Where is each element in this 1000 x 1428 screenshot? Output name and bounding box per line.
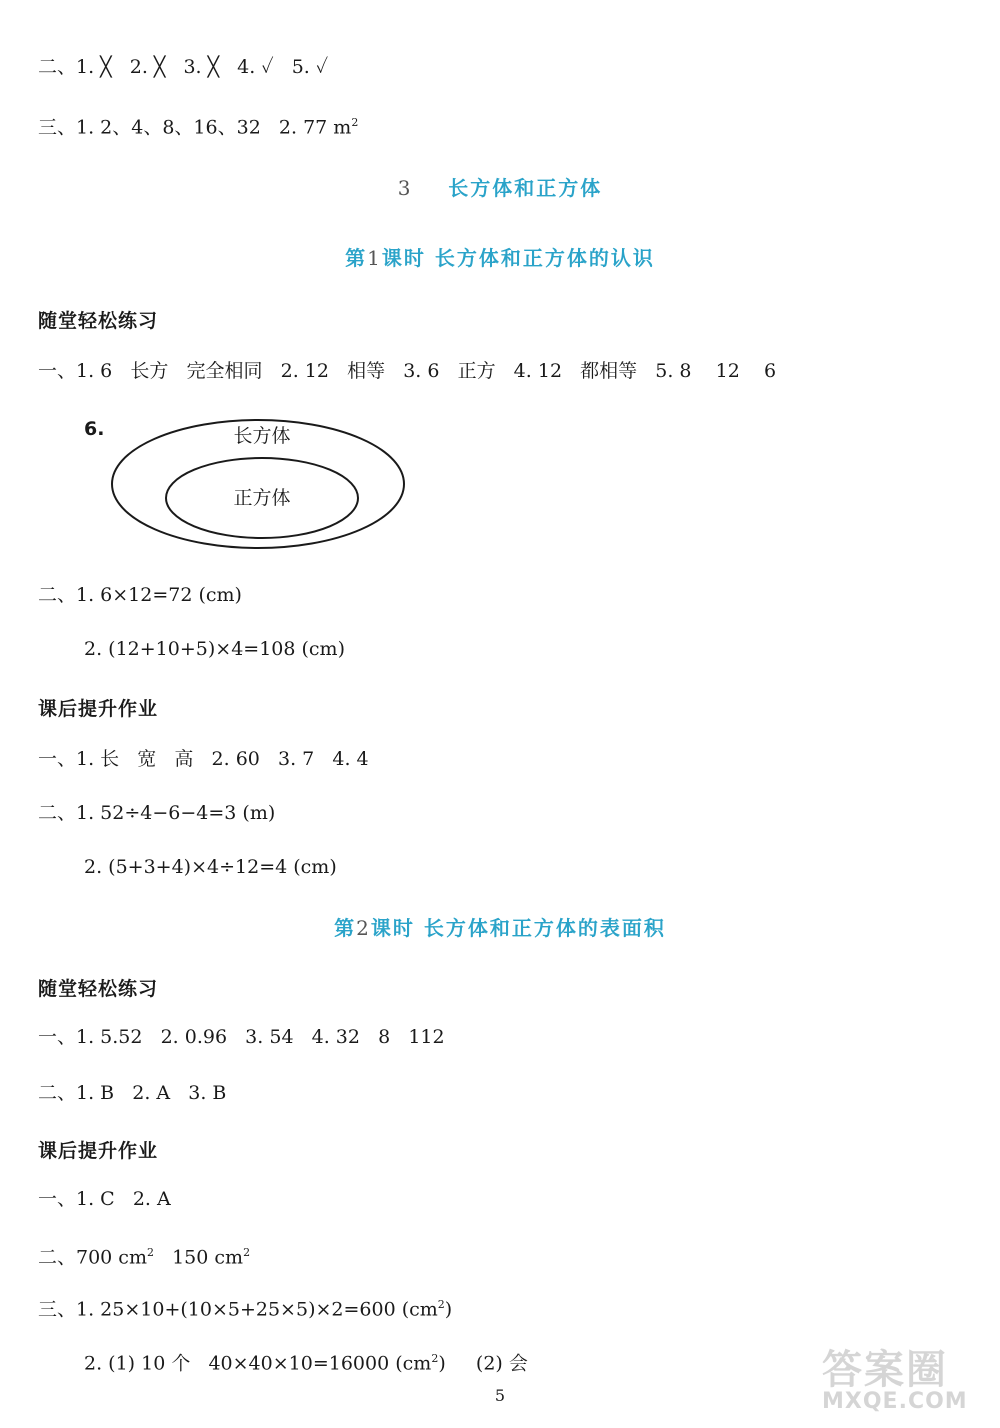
venn-diagram (108, 412, 408, 552)
unit-number: 3 (397, 176, 413, 200)
unit-title (0, 172, 1000, 201)
answer-line-l2-h4 (84, 1346, 528, 1376)
outer-label: 长方体 (233, 425, 291, 447)
superscript: 2 (431, 1352, 439, 1365)
answer-line-prev-2: 二、1. ╳ 2. ╳ 3. ╳ 4. ✓ 5. ✓ (38, 56, 329, 78)
lesson-title-prefix: 第 (345, 246, 368, 270)
inner-label: 正方体 (233, 487, 291, 509)
unit-title-text: 长方体和正方体 (448, 176, 603, 200)
answer-line-l2-h2 (38, 1240, 250, 1270)
answer-text: 2. (1) 10 个 40×40×10=16000 (cm (84, 1352, 432, 1375)
page-number: 5 (494, 1386, 506, 1405)
answer-text: 三、1. 2、4、8、16、32 2. 77 m (38, 116, 352, 139)
answer-line-l2-h3 (38, 1292, 452, 1322)
watermark-bottom: MXQE.COM (822, 1389, 968, 1414)
superscript: 2 (146, 1246, 154, 1259)
section-heading-homework-2: 课后提升作业 (38, 1140, 159, 1162)
answer-line-l1-h2-2: 2. (5+3+4)×4÷12=4 (cm) (84, 856, 337, 878)
section-heading-homework-1: 课后提升作业 (38, 698, 159, 720)
lesson-number: 1 (367, 246, 382, 270)
watermark-top: 答案圈 (822, 1347, 948, 1393)
lesson-title-text: 课时 长方体和正方体的表面积 (370, 916, 666, 940)
lesson-1-title (0, 242, 1000, 271)
answer-text: 三、1. 25×10+(10×5+25×5)×2=600 (cm (38, 1298, 438, 1321)
lesson-title-text: 课时 长方体和正方体的认识 (381, 246, 655, 270)
lesson-number: 2 (356, 916, 371, 940)
answer-line-prev-3 (38, 110, 358, 140)
answer-text: 二、700 cm (38, 1246, 147, 1269)
answer-line-l2-p1: 一、1. 5.52 2. 0.96 3. 54 4. 32 8 112 (38, 1026, 445, 1048)
section-heading-practice-2: 随堂轻松练习 (38, 978, 159, 1000)
watermark-logo (822, 1338, 982, 1418)
answer-line-l1-p1: 一、1. 6 长方 完全相同 2. 12 相等 3. 6 正方 4. 12 都相等 5. 8 12 6 (38, 360, 777, 382)
superscript: 2 (437, 1298, 445, 1311)
lesson-title-prefix: 第 (334, 916, 357, 940)
superscript: 2 (243, 1246, 251, 1259)
answer-text: 150 cm (153, 1246, 244, 1269)
answer-line-l1-p2-1: 二、1. 6×12=72 (cm) (38, 584, 242, 606)
answer-text: ) (2) 会 (438, 1352, 528, 1375)
answer-line-l1-p2-2: 2. (12+10+5)×4=108 (cm) (84, 638, 345, 660)
answer-text: ) (444, 1298, 453, 1321)
question-6-label: 6. (84, 418, 105, 440)
superscript: 2 (351, 116, 359, 129)
section-heading-practice-1: 随堂轻松练习 (38, 310, 159, 332)
answer-line-l2-p2: 二、1. B 2. A 3. B (38, 1082, 227, 1104)
answer-line-l1-h1: 一、1. 长 宽 高 2. 60 3. 7 4. 4 (38, 748, 369, 770)
answer-line-l1-h2-1: 二、1. 52÷4−6−4=3 (m) (38, 802, 276, 824)
answer-line-l2-h1: 一、1. C 2. A (38, 1188, 171, 1210)
lesson-2-title (0, 912, 1000, 941)
